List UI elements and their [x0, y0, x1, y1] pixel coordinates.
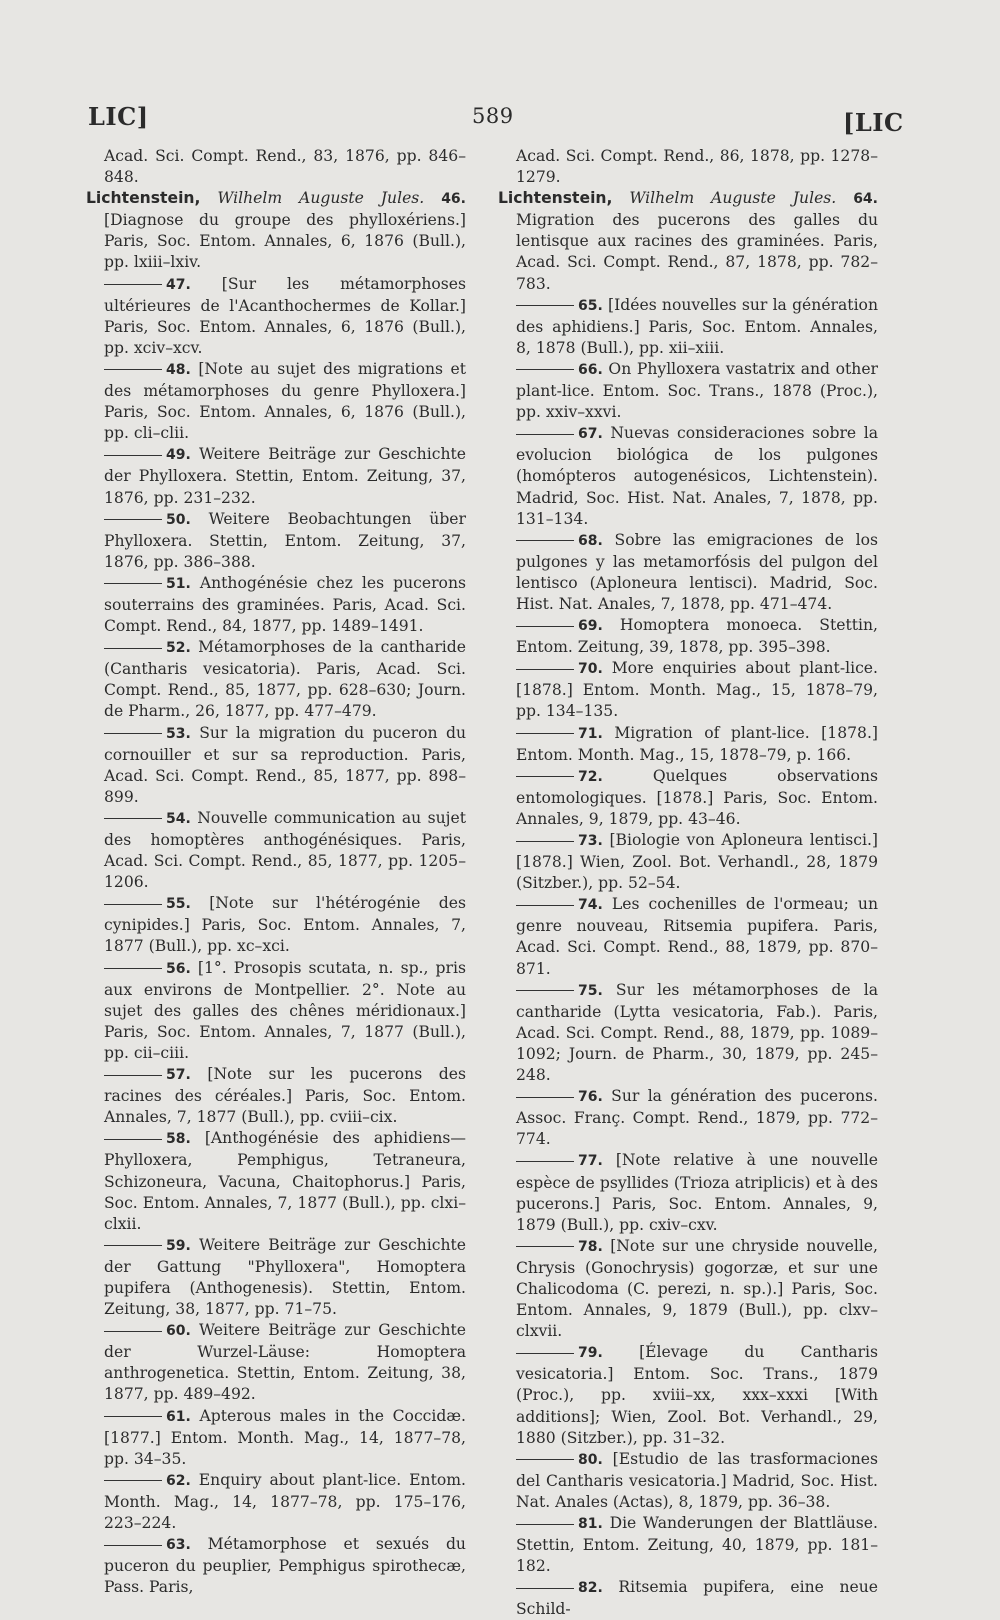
- ditto-rule: [516, 1353, 574, 1354]
- entry-number: 53.: [166, 725, 191, 742]
- entry-text: [Note au sujet des migrations et des métamorphoses du genre Phylloxera.] Paris, Soc. Entom. Annales, 6, 1876 (Bull.), pp. cli–clii.: [104, 359, 466, 443]
- entry-text: [Note sur l'hétérogénie des cynipides.] Paris, Soc. Entom. Annales, 7, 1877 (Bull.), pp. xc–xci.: [104, 894, 466, 956]
- bibliography-entry: [86, 1128, 466, 1234]
- entry-number: 46.: [441, 191, 466, 208]
- right-column: [498, 146, 878, 1620]
- entry-text: [Note relative à une nouvelle espèce de psyllides (Trioza atriplicis) et à des pucerons.] Paris, Soc. Entom. Annales, 9, 1879 (Bull.), pp. cxiv–cxv.: [516, 1151, 878, 1234]
- entry-number: 56.: [166, 960, 191, 977]
- bibliography-entry: [498, 1513, 878, 1577]
- ditto-rule: [516, 305, 574, 306]
- ditto-rule: [104, 904, 162, 905]
- bibliography-entry: [86, 808, 466, 893]
- ditto-rule: [104, 455, 162, 456]
- entry-number: 58.: [166, 1131, 191, 1148]
- ditto-rule: [516, 841, 574, 842]
- entry-number: 77.: [578, 1153, 603, 1170]
- ditto-rule: [516, 669, 574, 670]
- entry-text: Weitere Beiträge zur Geschichte der Gattung "Phylloxera", Homoptera pupifera (Anthogenesis). Stettin, Entom. Zeitung, 38, 1877, pp. 71–75.: [104, 1235, 466, 1319]
- entry-text: [Idées nouvelles sur la génération des aphidiens.] Paris, Soc. Entom. Annales, 8, 1878 (Bull.), pp. xii–xiii.: [516, 295, 878, 357]
- ditto-rule: [516, 1097, 574, 1098]
- bibliography-entry: [86, 509, 466, 573]
- ditto-rule: [104, 1331, 162, 1332]
- entry-text: [Biologie von Aploneura lentisci.] [1878.] Wien, Zool. Bot. Verhandl., 28, 1879 (Sitzber.), pp. 52–54.: [516, 831, 878, 893]
- bibliography-entry: [498, 188, 878, 294]
- ditto-rule: [104, 818, 162, 819]
- bibliography-entry: [498, 766, 878, 830]
- ditto-rule: [516, 540, 574, 541]
- bibliography-entry: [86, 274, 466, 359]
- author-name: Lichtenstein,: [498, 189, 613, 208]
- bibliography-entry: [498, 1577, 878, 1620]
- entry-number: 72.: [578, 768, 603, 785]
- ditto-rule: [516, 1524, 574, 1525]
- entry-number: 54.: [166, 810, 191, 827]
- entry-number: 66.: [578, 361, 603, 378]
- entry-text: Migration des pucerons des galles du lentisque aux racines des graminées. Paris, Acad. Sci. Compt. Rend., 87, 1878, pp. 782–783.: [516, 211, 878, 293]
- entry-text: Apterous males in the Coccidæ. [1877.] Entom. Month. Mag., 14, 1877–78, pp. 34–35.: [104, 1406, 466, 1468]
- bibliography-entry: [86, 146, 466, 188]
- bibliography-entry: [86, 723, 466, 808]
- author-given-names: Wilhelm Auguste Jules.: [217, 189, 425, 208]
- bibliography-entry: [498, 1086, 878, 1150]
- entry-text: Weitere Beiträge zur Geschichte der Wurzel-Läuse: Homoptera anthrogenetica. Stettin, Entom. Zeitung, 38, 1877, pp. 489–492.: [104, 1321, 466, 1404]
- ditto-rule: [104, 1075, 162, 1076]
- entry-text: Sur les métamorphoses de la cantharide (Lytta vesicatoria, Fab.). Paris, Acad. Sci. Compt. Rend., 88, 1879, pp. 1089–1092; Journ. de Pharm., 30, 1879, pp. 245–248.: [516, 980, 878, 1085]
- running-head-right: [LIC: [843, 108, 904, 137]
- entry-text: Die Wanderungen der Blattläuse. Stettin, Entom. Zeitung, 40, 1879, pp. 181–182.: [516, 1514, 878, 1576]
- entry-number: 76.: [578, 1089, 603, 1106]
- ditto-rule: [104, 284, 162, 285]
- ditto-rule: [516, 1459, 574, 1460]
- bibliography-entry: [498, 723, 878, 766]
- bibliography-entry: [86, 1064, 466, 1128]
- entry-number: 65.: [578, 297, 603, 314]
- entry-number: 68.: [578, 532, 603, 549]
- ditto-rule: [516, 776, 574, 777]
- ditto-rule: [104, 648, 162, 649]
- entry-number: 74.: [578, 897, 603, 914]
- bibliography-entry: [498, 146, 878, 188]
- bibliography-entry: [86, 1235, 466, 1320]
- ditto-rule: [516, 1588, 574, 1589]
- entry-text: [Note sur les pucerons des racines des céréales.] Paris, Soc. Entom. Annales, 7, 1877 (Bull.), pp. cviii–cix.: [104, 1065, 466, 1127]
- bibliography-entry: [86, 1320, 466, 1405]
- entry-text: Anthogénésie chez les pucerons souterrains des graminées. Paris, Acad. Sci. Compt. Rend., 84, 1877, pp. 1489–1491.: [104, 573, 466, 636]
- entry-number: 59.: [166, 1237, 191, 1254]
- entry-text: Métamorphose et sexués du puceron du peuplier, Pemphigus spirothecæ, Pass. Paris,: [104, 1535, 466, 1597]
- bibliography-entry: [86, 637, 466, 722]
- entry-number: 67.: [578, 426, 603, 443]
- bibliography-entry: [86, 573, 466, 637]
- ditto-rule: [516, 434, 574, 435]
- bibliography-entry: [86, 1534, 466, 1598]
- entry-number: 48.: [166, 361, 191, 378]
- entry-number: 75.: [578, 982, 603, 999]
- bibliography-entry: [86, 958, 466, 1064]
- ditto-rule: [104, 968, 162, 969]
- entry-number: 61.: [166, 1408, 191, 1425]
- entry-number: 47.: [166, 276, 191, 293]
- entry-text: Sobre las emigraciones de los pulgones y las metamorfósis del pulgon del lentisco (Aploneura lentisci). Madrid, Soc. Hist. Nat. Anales, 7, 1878, pp. 471–474.: [516, 530, 878, 613]
- entry-number: 82.: [578, 1580, 603, 1597]
- bibliography-entry: [498, 1342, 878, 1448]
- entry-number: 81.: [578, 1516, 603, 1532]
- entry-text: [Élevage du Cantharis vesicatoria.] Entom. Soc. Trans., 1879 (Proc.), pp. xviii–xx, xxx–xxxi [With additions]; Wien, Zool. Bot. Verhandl., 29, 1880 (Sitzber.), pp. 31–32.: [516, 1343, 878, 1447]
- entry-number: 69.: [578, 618, 603, 635]
- entry-text: Homoptera monoeca. Stettin, Entom. Zeitung, 39, 1878, pp. 395–398.: [516, 616, 878, 657]
- entry-text: [1°. Prosopis scutata, n. sp., pris aux environs de Montpellier. 2°. Note au sujet des galles des chênes méridionaux.] Paris, Soc. Entom. Annales, 7, 1877 (Bull.), pp. cii–ciii.: [104, 958, 466, 1062]
- entry-text: Ritsemia pupifera, eine neue Schild-: [516, 1578, 878, 1619]
- ditto-rule: [516, 626, 574, 627]
- entry-number: 57.: [166, 1067, 191, 1084]
- ditto-rule: [104, 1545, 162, 1546]
- bibliography-entry: [86, 1470, 466, 1534]
- ditto-rule: [516, 1161, 574, 1162]
- entry-text: Les cochenilles de l'ormeau; un genre nouveau, Ritsemia pupifera. Paris, Acad. Sci. Compt. Rend., 88, 1879, pp. 870–871.: [516, 895, 878, 978]
- bibliography-entry: [498, 658, 878, 722]
- ditto-rule: [104, 1480, 162, 1481]
- bibliography-entry: [498, 615, 878, 658]
- entry-number: 63.: [166, 1537, 191, 1554]
- entry-number: 49.: [166, 447, 191, 464]
- entry-text: [Anthogénésie des aphidiens—Phylloxera, Pemphigus, Tetraneura, Schizoneura, Vacuna, Chaitophorus.] Paris, Soc. Entom. Annales, 7, 1877 (Bull.), pp. clxi–clxii.: [104, 1129, 466, 1233]
- entry-number: 78.: [578, 1238, 603, 1255]
- entry-text: [Diagnose du groupe des phylloxériens.] Paris, Soc. Entom. Annales, 6, 1876 (Bull.), pp. lxiii–lxiv.: [104, 211, 466, 272]
- entry-number: 71.: [578, 725, 603, 742]
- entry-number: 64.: [853, 191, 878, 208]
- author-given-names: Wilhelm Auguste Jules.: [629, 189, 837, 208]
- bibliography-entry: [86, 893, 466, 957]
- entry-text: Weitere Beiträge zur Geschichte der Phylloxera. Stettin, Entom. Zeitung, 37, 1876, pp. 231–232.: [104, 445, 466, 507]
- entry-number: 62.: [166, 1472, 191, 1489]
- bibliography-entry: [498, 530, 878, 615]
- bibliography-entry: [86, 188, 466, 273]
- left-column: [86, 146, 466, 1598]
- bibliography-entry: [498, 1150, 878, 1235]
- entry-number: 55.: [166, 896, 191, 913]
- bibliography-entry: [498, 359, 878, 423]
- entry-number: 80.: [578, 1451, 603, 1468]
- entry-text: [Estudio de las trasformaciones del Cantharis vesicatoria.] Madrid, Soc. Hist. Nat. Anales (Actas), 8, 1879, pp. 36–38.: [516, 1449, 878, 1511]
- entry-text: [Note sur une chryside nouvelle, Chrysis (Gonochrysis) gogorzæ, et sur une Chalicodoma (C. perezi, n. sp.).] Paris, Soc. Entom. Annales, 9, 1879 (Bull.), pp. clxv–clxvii.: [516, 1236, 878, 1341]
- entry-text: Quelques observations entomologiques. [1878.] Paris, Soc. Entom. Annales, 9, 1879, pp. 43–46.: [516, 766, 878, 828]
- entry-number: 70.: [578, 661, 603, 678]
- entry-text: Acad. Sci. Compt. Rend., 83, 1876, pp. 846–848.: [104, 147, 466, 187]
- entry-text: Sur la génération des pucerons. Assoc. Franç. Compt. Rend., 1879, pp. 772–774.: [516, 1087, 878, 1149]
- entry-text: More enquiries about plant-lice. [1878.] Entom. Month. Mag., 15, 1878–79, pp. 134–135.: [516, 659, 878, 721]
- ditto-rule: [104, 733, 162, 734]
- author-name: Lichtenstein,: [86, 189, 201, 208]
- entry-text: Sur la migration du puceron du cornouiller et sur sa reproduction. Paris, Acad. Sci. Compt. Rend., 85, 1877, pp. 898–899.: [104, 723, 466, 806]
- entry-text: On Phylloxera vastatrix and other plant-lice. Entom. Soc. Trans., 1878 (Proc.), pp. xxiv–xxvi.: [516, 359, 878, 422]
- running-head-left: LIC]: [88, 102, 149, 131]
- entry-text: Migration of plant-lice. [1878.] Entom. Month. Mag., 15, 1878–79, p. 166.: [516, 723, 878, 764]
- ditto-rule: [516, 1246, 574, 1247]
- entry-number: 51.: [166, 575, 191, 592]
- entry-text: Nouvelle communication au sujet des homoptères anthogénésiques. Paris, Acad. Sci. Compt. Rend., 85, 1877, pp. 1205–1206.: [104, 808, 466, 892]
- ditto-rule: [104, 369, 162, 370]
- entry-text: Enquiry about plant-lice. Entom. Month. Mag., 14, 1877–78, pp. 175–176, 223–224.: [104, 1470, 466, 1532]
- ditto-rule: [104, 519, 162, 520]
- entry-text: Nuevas consideraciones sobre la evolucion biológica de los pulgones (homópteros autogenésicos, Lichtenstein). Madrid, Soc. Hist. Nat. Anales, 7, 1878, pp. 131–134.: [516, 424, 878, 528]
- bibliography-entry: [498, 1236, 878, 1342]
- ditto-rule: [516, 733, 574, 734]
- ditto-rule: [104, 1245, 162, 1246]
- bibliography-entry: [86, 1406, 466, 1470]
- bibliography-entry: [498, 1449, 878, 1513]
- bibliography-entry: [86, 359, 466, 444]
- entry-text: Weitere Beobachtungen über Phylloxera. Stettin, Entom. Zeitung, 37, 1876, pp. 386–388.: [104, 509, 466, 571]
- entry-text: Métamorphoses de la cantharide (Cantharis vesicatoria). Paris, Acad. Sci. Compt. Rend., 85, 1877, pp. 628–630; Journ. de Pharm., 26, 1877, pp. 477–479.: [104, 638, 466, 721]
- entry-number: 73.: [578, 833, 603, 849]
- entry-text: Acad. Sci. Compt. Rend., 86, 1878, pp. 1278–1279.: [516, 147, 878, 187]
- ditto-rule: [516, 905, 574, 906]
- entry-number: 60.: [166, 1323, 191, 1340]
- entry-number: 79.: [578, 1345, 603, 1362]
- ditto-rule: [104, 583, 162, 584]
- ditto-rule: [516, 369, 574, 370]
- bibliography-entry: [498, 295, 878, 359]
- page-number: 589: [472, 104, 514, 128]
- bibliography-entry: [498, 830, 878, 894]
- ditto-rule: [104, 1139, 162, 1140]
- entry-number: 50.: [166, 511, 191, 528]
- entry-text: [Sur les métamorphoses ultérieures de l'Acanthochermes de Kollar.] Paris, Soc. Entom. Annales, 6, 1876 (Bull.), pp. xciv–xcv.: [104, 274, 466, 357]
- ditto-rule: [104, 1416, 162, 1417]
- ditto-rule: [516, 990, 574, 991]
- bibliography-entry: [86, 444, 466, 508]
- bibliography-entry: [498, 423, 878, 529]
- entry-number: 52.: [166, 640, 191, 657]
- bibliography-entry: [498, 980, 878, 1086]
- bibliography-entry: [498, 894, 878, 979]
